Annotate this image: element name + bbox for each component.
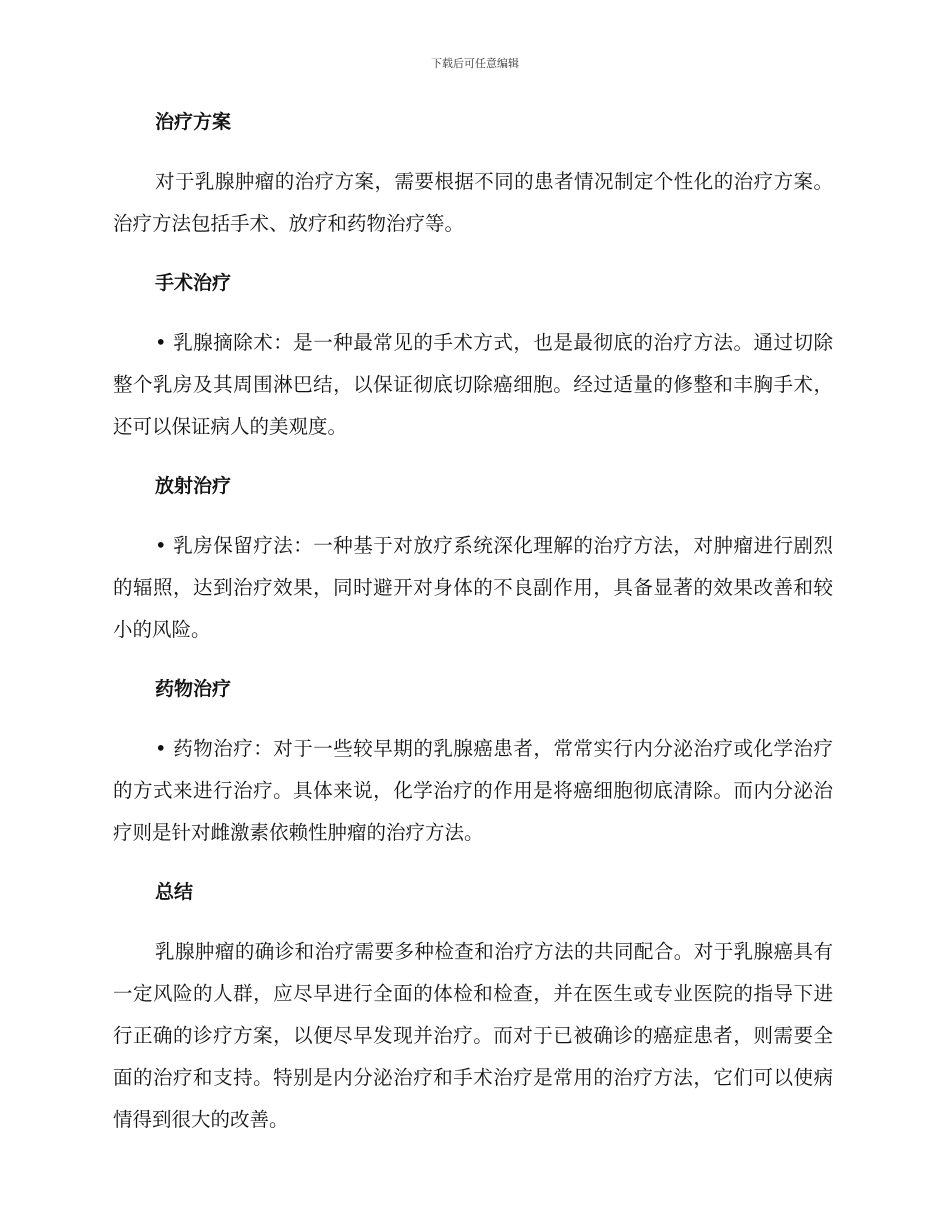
section-paragraph-radiotherapy: • 乳房保留疗法：一种基于对放疗系统深化理解的治疗方法，对肿瘤进行剧烈的辐照，达到治疗效果，同时避开对身体的不良副作用，具备显著的效果改善和较小的风险。 <box>113 534 833 641</box>
section-paragraph-treatment-plan: 对于乳腺肿瘤的治疗方案，需要根据不同的患者情况制定个性化的治疗方案。治疗方法包括手术、放疗和药物治疗等。 <box>113 170 833 235</box>
section-heading-radiotherapy: 放射治疗 <box>155 475 232 497</box>
section-paragraph-surgery: • 乳腺摘除术：是一种最常见的手术方式，也是最彻底的治疗方法。通过切除整个乳房及其周围淋巴结，以保证彻底切除癌细胞。经过适量的修整和丰胸手术，还可以保证病人的美观度。 <box>113 331 833 438</box>
section-heading-drug-therapy: 药物治疗 <box>155 678 232 700</box>
document-body <box>113 108 833 1141</box>
section-heading-summary: 总结 <box>155 881 194 903</box>
section-heading-treatment-plan: 治疗方案 <box>155 111 232 133</box>
page-header: 下载后可任意编辑 <box>431 57 519 70</box>
section-paragraph-drug-therapy: • 药物治疗：对于一些较早期的乳腺癌患者，常常实行内分泌治疗或化学治疗的方式来进行治疗。具体来说，化学治疗的作用是将癌细胞彻底清除。而内分泌治疗则是针对雌激素依赖性肿瘤的治疗方法。 <box>113 737 833 844</box>
section-heading-surgery: 手术治疗 <box>155 272 232 294</box>
section-paragraph-summary: 乳腺肿瘤的确诊和治疗需要多种检查和治疗方法的共同配合。对于乳腺癌具有一定风险的人群，应尽早进行全面的体检和检查，并在医生或专业医院的指导下进行正确的诊疗方案，以便尽早发现并治疗。而对于已被确诊的癌症患者，则需要全面的治疗和支持。特别是内分泌治疗和手术治疗是常用的治疗方法，它们可以使病情得到很大的改善。 <box>113 940 833 1131</box>
